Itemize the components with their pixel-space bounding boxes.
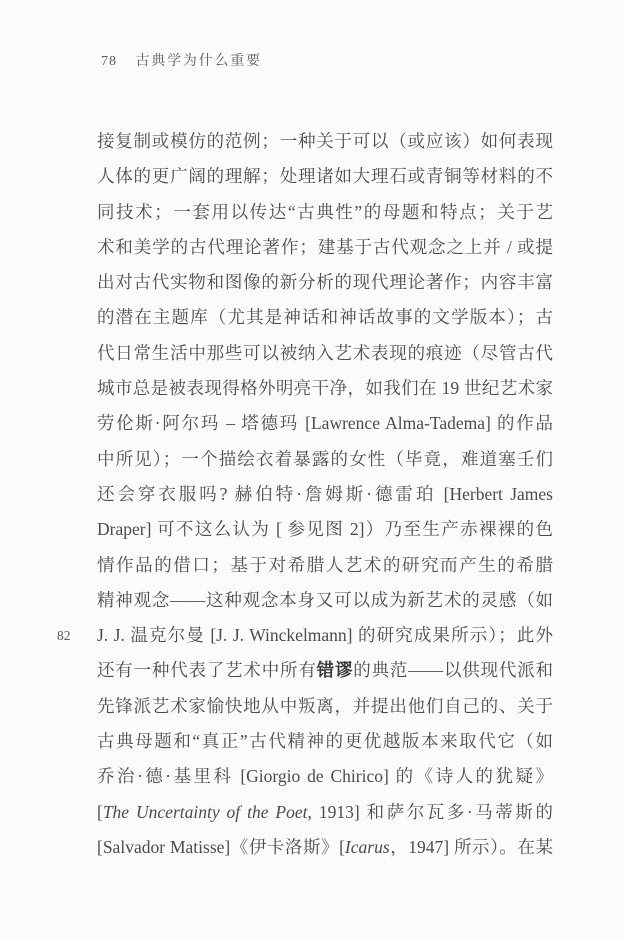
text-run: 古典母题和“真正”古代精神的更优越版本来取代它（如 [97, 731, 553, 752]
text-run: J. J. 温克尔曼 [J. J. Winckelmann] 的研究成果所示）；此外 [97, 625, 553, 646]
text-line [97, 759, 553, 794]
text-run: 中所见）；一个描绘衣着暴露的女性（毕竟，难道塞壬们 [97, 448, 553, 469]
text-run: 人体的更广阔的理解；处理诸如大理石或青铜等材料的不 [97, 166, 553, 187]
text-line [97, 795, 553, 830]
text-run: [ [97, 801, 103, 822]
text-run: 还会穿衣服吗? 赫伯特·詹姆斯·德雷珀 [Herbert James [97, 483, 553, 504]
text-run: , 1913] 和萨尔瓦多·马蒂斯的 [307, 801, 553, 822]
text-line [97, 159, 553, 194]
text-line [97, 830, 553, 865]
text-run: [Salvador Matisse]《伊卡洛斯》[ [97, 836, 345, 857]
text-line [97, 689, 553, 724]
text-line [97, 265, 553, 300]
text-line [97, 583, 553, 618]
text-line [97, 618, 553, 653]
italic-title-run: The Uncertainty of the Poet [102, 801, 308, 822]
text-run: 的典范——以供现代派和 [353, 660, 553, 681]
text-run: 术和美学的古代理论著作；建基于古代观念之上并 / 或提 [97, 236, 553, 257]
text-run: 还有一种代表了艺术中所有 [97, 660, 317, 681]
text-line [97, 336, 553, 371]
text-run: 先锋派艺术家愉快地从中叛离，并提出他们自己的、关于 [97, 695, 553, 716]
text-run: 出对古代实物和图像的新分析的现代理论著作；内容丰富 [97, 272, 553, 293]
text-line [97, 724, 553, 759]
text-line [97, 124, 553, 159]
text-run: 代日常生活中那些可以被纳入艺术表现的痕迹（尽管古代 [97, 342, 553, 363]
text-run: 同技术；一套用以传达“古典性”的母题和特点；关于艺 [97, 201, 553, 222]
text-line [97, 477, 553, 512]
text-line [97, 653, 553, 688]
page-number: 78 [101, 54, 117, 69]
text-run: 接复制或模仿的范例；一种关于可以（或应该）如何表现 [97, 131, 553, 151]
text-run: 劳伦斯·阿尔玛 – 塔德玛 [Lawrence Alma-Tadema] 的作品 [97, 413, 553, 434]
body-text [97, 124, 553, 865]
text-line [97, 442, 553, 477]
text-line [97, 230, 553, 265]
bold-text-run: 错谬 [316, 660, 354, 681]
text-run: 精神观念——这种观念本身又可以成为新艺术的灵感（如 [97, 589, 553, 610]
text-line [97, 371, 553, 406]
text-line [97, 300, 553, 335]
original-edition-page-number: 82 [57, 628, 71, 643]
running-header [101, 50, 262, 70]
text-run: Draper] 可不这么认为 [ 参见图 2]）乃至生产赤裸裸的色 [97, 519, 553, 540]
italic-title-run: Icarus [344, 836, 390, 857]
text-run: 乔治·德·基里科 [Giorgio de Chirico] 的《诗人的犹疑》 [97, 766, 553, 787]
text-run: 情作品的借口；基于对希腊人艺术的研究而产生的希腊 [97, 554, 553, 575]
text-run: ，1947] 所示）。在某 [389, 836, 553, 857]
text-run: 的潜在主题库（尤其是神话和神话故事的文学版本）；古 [97, 307, 553, 328]
text-line [97, 195, 553, 230]
text-run: 城市总是被表现得格外明亮干净，如我们在 19 世纪艺术家 [97, 378, 553, 399]
text-line [97, 512, 553, 547]
text-line [97, 406, 553, 441]
running-title: 古典学为什么重要 [135, 54, 262, 69]
text-line [97, 548, 553, 583]
